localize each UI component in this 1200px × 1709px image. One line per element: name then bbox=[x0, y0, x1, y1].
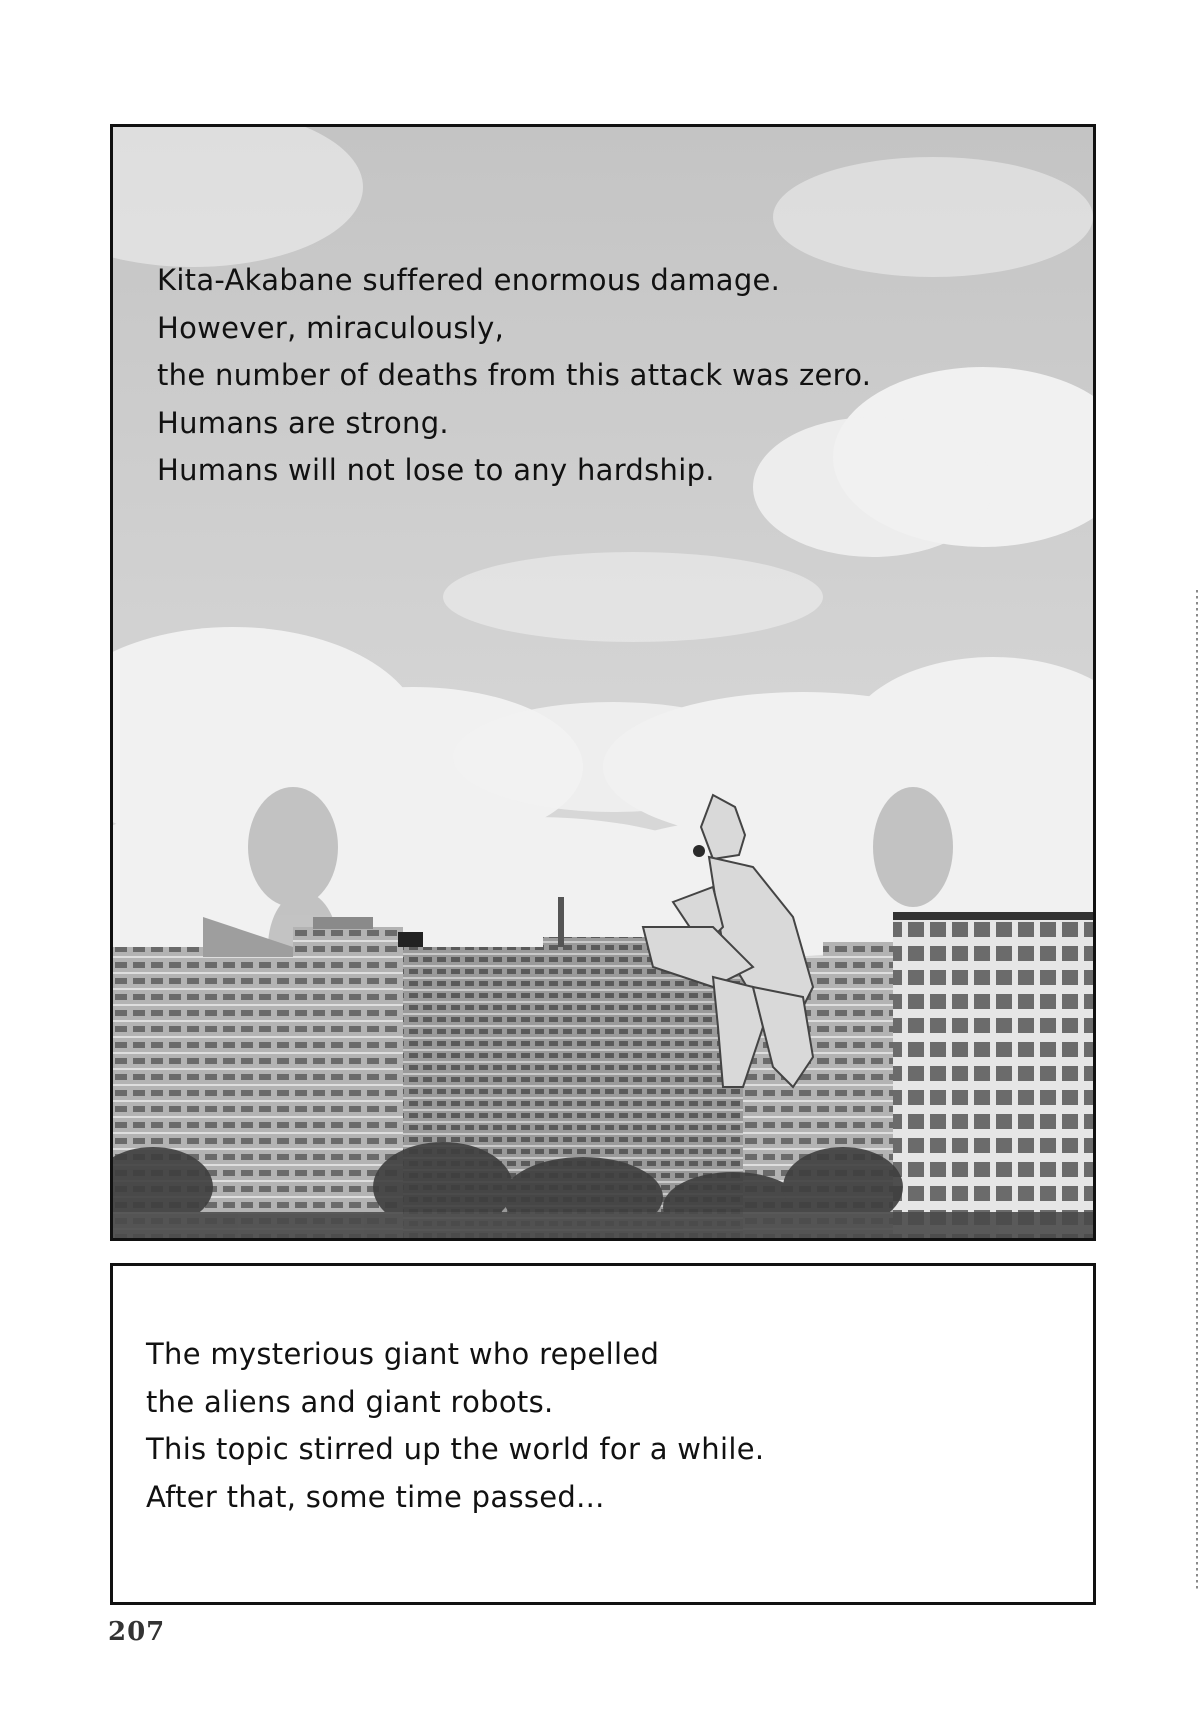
bottom-panel bbox=[110, 1263, 1096, 1605]
binding-edge-dots bbox=[1196, 590, 1198, 1590]
caption-line: After that, some time passed... bbox=[146, 1479, 605, 1514]
caption-line: However, miraculously, bbox=[157, 310, 505, 345]
top-caption bbox=[157, 257, 1057, 495]
page-number: 207 bbox=[108, 1617, 166, 1647]
caption-line: Humans are strong. bbox=[157, 405, 449, 440]
caption-line: the aliens and giant robots. bbox=[146, 1384, 554, 1419]
top-panel bbox=[110, 124, 1096, 1241]
caption-line: This topic stirred up the world for a while. bbox=[146, 1432, 765, 1466]
bottom-caption bbox=[146, 1331, 1046, 1521]
caption-line: Humans will not lose to any hardship. bbox=[157, 453, 715, 487]
caption-line: The mysterious giant who repelled bbox=[146, 1337, 660, 1371]
caption-line: Kita-Akabane suffered enormous damage. bbox=[157, 263, 781, 297]
caption-line: the number of deaths from this attack was zero. bbox=[157, 358, 872, 392]
